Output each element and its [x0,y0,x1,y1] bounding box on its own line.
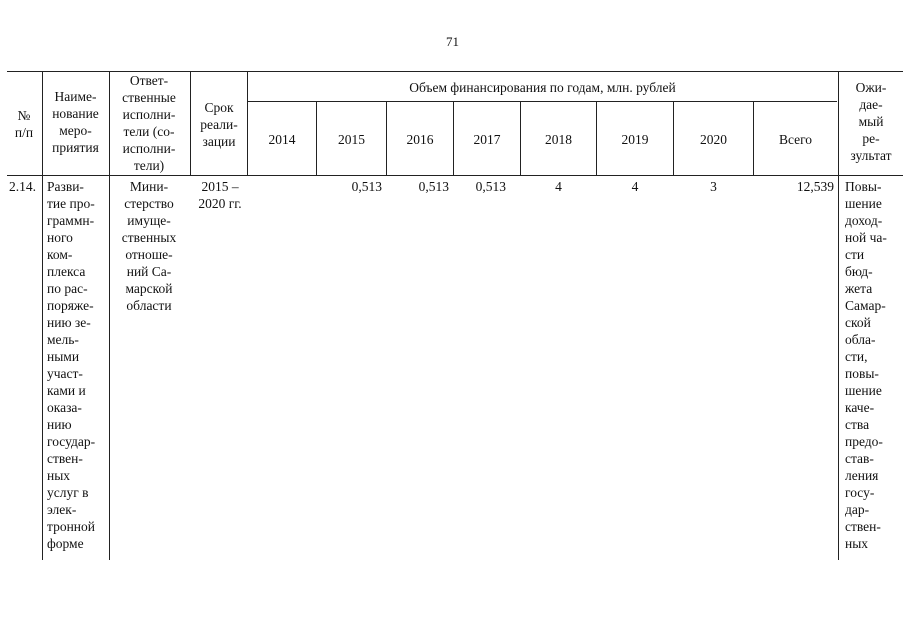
row-result-line: жета [845,281,873,296]
row-name-line: ных [47,468,71,483]
header-num-line: п/п [14,125,34,140]
row-result-line: сти, [845,349,868,364]
row-value-total: 12,539 [796,179,834,194]
row-name-line: по рас- [47,281,88,296]
row-responsible [110,178,188,314]
row-term-line: 2015 – [201,179,239,194]
row-name-line: услуг в [47,485,89,500]
header-name-line: приятия [52,140,99,155]
row-result-line: доход- [845,213,883,228]
row-name-line: поряже- [47,298,94,313]
row-name-line: ком- [47,247,73,262]
row-name-line: нию [47,417,72,432]
row-name-line: нию зе- [47,315,91,330]
row-value-2016: 0,513 [418,179,449,194]
header-result-line: дае- [859,97,883,112]
grid-vline [190,71,191,175]
header-year-2015: 2015 [338,132,365,147]
row-term [192,178,248,212]
header-term-line: реали- [200,117,238,132]
header-year-2020: 2020 [700,132,727,147]
row-result-line: шение [845,383,882,398]
header-term-line: Срок [204,100,234,115]
header-responsible [110,72,188,174]
row-result-line: каче- [845,400,875,415]
row-name-line: тие про- [47,196,95,211]
header-result [839,79,903,164]
row-responsible-line: ний Са- [126,264,172,279]
row-name-line: государ- [47,434,96,449]
row-result-line: предо- [845,434,883,449]
row-name-line: элек- [47,502,77,517]
row-result-line: ных [845,536,869,551]
row-result-line: обла- [845,332,876,347]
header-responsible-line: ственные [122,90,176,105]
row-value-2015: 0,513 [351,179,382,194]
header-year-2019: 2019 [621,132,649,147]
row-responsible-line: стерство [124,196,174,211]
row-responsible-line: отноше- [125,247,173,262]
row-term-line: 2020 гг. [198,196,242,211]
row-result-line: Повы- [845,179,882,194]
row-name [47,178,108,552]
header-name-line: Наиме- [54,89,97,104]
row-responsible-line: ственных [121,230,177,245]
row-result-line: госу- [845,485,875,500]
header-year-2017: 2017 [473,132,501,147]
row-name-line: форме [47,536,84,551]
row-result-line: Самар- [845,298,886,313]
header-name-line: нование [52,106,99,121]
header-name [43,88,108,156]
row-result-line: шение [845,196,882,211]
header-result-line: Ожи- [855,80,887,95]
row-result-line: дар- [845,502,870,517]
grid-hline [248,101,837,102]
row-responsible-line: Мини- [129,179,169,194]
header-term-line: зации [202,134,236,149]
row-result-line: став- [845,451,874,466]
row-name-line: ками и [47,383,86,398]
header-result-line: зультат [850,148,892,163]
page-number: 71 [446,34,459,49]
grid-vline [838,175,839,560]
header-year-2018: 2018 [545,132,572,147]
header-result-line: мый [858,114,884,129]
row-name-line: оказа- [47,400,82,415]
header-term [192,99,246,150]
row-result [845,178,903,552]
row-responsible-line: области [126,298,172,313]
row-name-line: мель- [47,332,79,347]
header-name-line: меро- [59,123,92,138]
row-name-line: плекса [47,264,86,279]
row-result-line: повы- [845,366,879,381]
row-name-line: Разви- [47,179,84,194]
row-result-line: сти [845,247,865,262]
row-result-line: ления [845,468,879,483]
row-result-line: ной ча- [845,230,887,245]
header-responsible-line: тели (со- [123,124,175,139]
row-num: 2.14. [9,179,36,194]
row-responsible-line: имуще- [127,213,171,228]
row-value-2018: 4 [555,179,562,194]
header-total: Всего [778,132,813,147]
header-result-line: ре- [862,131,880,146]
row-result-line: ства [845,417,870,432]
row-result-line: ской [845,315,871,330]
row-value-2020: 3 [710,179,717,194]
header-responsible-line: Ответ- [129,73,169,88]
row-name-line: участ- [47,366,83,381]
header-num-line: № [17,108,31,123]
row-responsible-line: марской [125,281,173,296]
header-responsible-line: тели) [133,158,165,173]
header-funding: Объем финансирования по годам, млн. рублей [409,80,676,95]
row-result-line: ствен- [845,519,881,534]
header-responsible-line: исполни- [122,141,176,156]
grid-hline [7,175,903,176]
row-name-line: ного [47,230,73,245]
row-name-line: граммн- [47,213,95,228]
header-num [7,107,41,141]
row-name-line: тронной [47,519,95,534]
header-year-2014: 2014 [268,132,296,147]
header-responsible-line: исполни- [122,107,176,122]
grid-vline [42,175,43,560]
row-name-line: ствен- [47,451,83,466]
header-year-2016: 2016 [406,132,434,147]
row-result-line: бюд- [845,264,873,279]
row-value-2017: 0,513 [475,179,506,194]
row-name-line: ными [47,349,80,364]
row-value-2019: 4 [631,179,639,194]
